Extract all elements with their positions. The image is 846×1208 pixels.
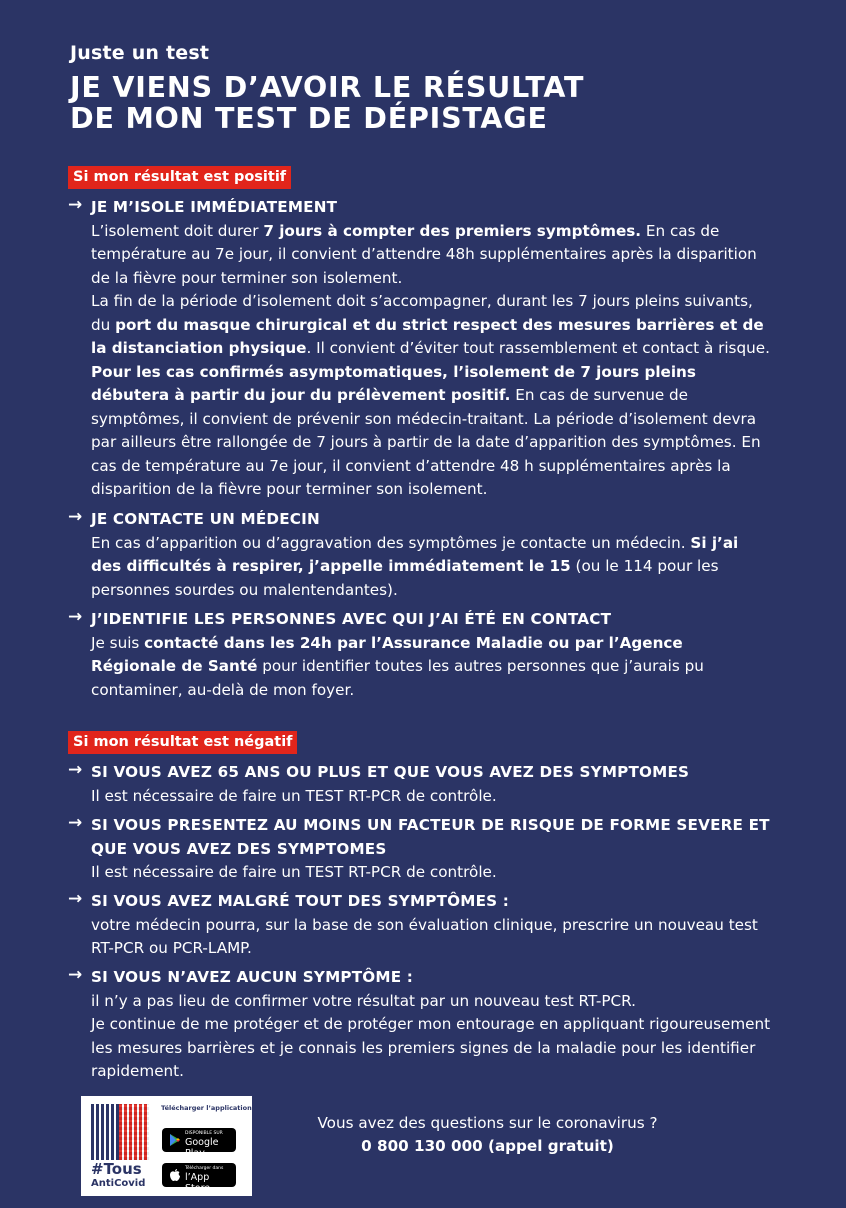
body-text: . Il convient d’éviter tout rassemblement et contact à risque. xyxy=(306,339,770,357)
body-text: En cas d’apparition ou d’aggravation des symptômes je contacte un médecin. xyxy=(91,533,691,552)
arrow-right-icon: → xyxy=(68,607,83,627)
item-body xyxy=(91,785,772,809)
negative-badge: Si mon résultat est négatif xyxy=(68,731,297,754)
footer-question: Vous avez des questions sur le coronavirus ? xyxy=(317,1114,658,1132)
arrow-right-icon: → xyxy=(68,195,83,215)
item-heading: SI VOUS PRESENTEZ AU MOINS UN FACTEUR DE RISQUE DE FORME SEVERE ET QUE VOUS AVEZ DES SYMPTOMES xyxy=(91,816,770,858)
negative-item-no-symptoms xyxy=(68,966,772,1084)
positive-item-doctor xyxy=(68,508,772,602)
play-icon xyxy=(168,1133,182,1147)
item-heading: JE M’ISOLE IMMÉDIATEMENT xyxy=(91,198,338,216)
download-label: Télécharger l’application xyxy=(161,1104,252,1112)
item-body xyxy=(91,632,772,703)
body-text: (ou le 114 pour les personnes sourdes ou malentendantes). xyxy=(91,557,719,599)
app-store-badge[interactable] xyxy=(162,1163,236,1194)
emphasis-text: Si j’ai des difficultés à respirer, j’appelle immédiatement le 15 xyxy=(91,533,739,575)
item-heading: JE CONTACTE UN MÉDECIN xyxy=(91,510,320,528)
body-text: il n’y a pas lieu de confirmer votre résultat par un nouveau test RT-PCR. xyxy=(91,991,636,1010)
body-text: Je suis xyxy=(91,633,145,652)
body-text: Je continue de me protéger et de protéger mon entourage en appliquant rigoureusement les mesures barrières et je connais les premiers signes de la maladie pour les identifier rapidement. xyxy=(91,1015,771,1080)
app-promo-box xyxy=(81,1096,252,1196)
item-body xyxy=(91,990,772,1084)
negative-item-risk xyxy=(68,814,772,885)
body-text: pour identifier toutes les autres personnes que j’aurais pu contaminer, au-delà de mon foyer. xyxy=(91,657,704,699)
emphasis-text: contacté dans les 24h par l’Assurance Maladie ou par l’Agence Régionale de Santé xyxy=(91,633,683,675)
item-body xyxy=(91,220,772,502)
positive-item-contacts xyxy=(68,608,772,702)
phone-number[interactable]: 0 800 130 000 (appel gratuit) xyxy=(361,1137,614,1155)
google-play-badge[interactable] xyxy=(162,1128,236,1159)
arrow-right-icon: → xyxy=(68,760,83,780)
app-store-big: l’App Store xyxy=(185,1172,211,1194)
qr-pattern-left xyxy=(91,1104,119,1160)
positive-badge: Si mon résultat est positif xyxy=(68,166,291,189)
qr-pattern-right xyxy=(119,1104,149,1160)
apple-icon xyxy=(168,1168,182,1182)
arrow-right-icon: → xyxy=(68,889,83,909)
google-play-small: DISPONIBLE SUR xyxy=(185,1131,223,1136)
body-text: Il est nécessaire de faire un TEST RT-PCR de contrôle. xyxy=(91,863,497,881)
app-hashtag-name: AntiCovid xyxy=(91,1178,146,1189)
body-text: L’isolement doit durer xyxy=(91,221,264,240)
item-body xyxy=(91,532,772,603)
item-heading: J’IDENTIFIE LES PERSONNES AVEC QUI J’AI ÉTÉ EN CONTACT xyxy=(91,610,612,628)
arrow-right-icon: → xyxy=(68,507,83,527)
body-text: En cas de température au 7e jour, il convient d’attendre 48h supplémentaires après la disparition de la fièvre pour terminer son isolement. xyxy=(91,221,757,287)
negative-item-symptoms xyxy=(68,890,772,961)
emphasis-text: Pour les cas confirmés asymptomatiques, l’isolement de 7 jours pleins débutera à partir du jour du prélèvement positif. xyxy=(91,362,696,404)
qr-code-icon[interactable] xyxy=(91,1104,149,1160)
body-text: votre médecin pourra, sur la base de son évaluation clinique, prescrire un nouveau test RT-PCR ou PCR-LAMP. xyxy=(91,915,758,957)
arrow-right-icon: → xyxy=(68,965,83,985)
positive-item-isolate xyxy=(68,196,772,502)
item-heading: SI VOUS AVEZ MALGRÉ TOUT DES SYMPTÔMES : xyxy=(91,892,510,910)
body-text: Il est nécessaire de faire un TEST RT-PCR de contrôle. xyxy=(91,786,497,805)
emphasis-text: port du masque chirurgical et du strict respect des mesures barrières et de la distanciation physique xyxy=(91,315,764,357)
negative-item-65 xyxy=(68,761,772,808)
arrow-right-icon: → xyxy=(68,813,83,833)
kicker: Juste un test xyxy=(70,42,210,64)
title-line-1: JE VIENS D’AVOIR LE RÉSULTAT xyxy=(70,71,585,104)
item-heading: SI VOUS N’AVEZ AUCUN SYMPTÔME : xyxy=(91,968,414,986)
google-play-big: Google Play xyxy=(185,1137,219,1159)
title-line-2: DE MON TEST DE DÉPISTAGE xyxy=(70,102,548,135)
emphasis-text: 7 jours à compter des premiers symptômes. xyxy=(263,221,642,240)
page-title xyxy=(70,72,584,134)
body-text: La fin de la période d’isolement doit s’accompagner, durant les 7 jours pleins suivants, du xyxy=(91,292,753,334)
item-body xyxy=(91,914,772,961)
app-hashtag: #Tous xyxy=(91,1160,142,1178)
body-text: En cas de survenue de symptômes, il convient de prévenir son médecin-traitant. La période d’isolement devra par ailleurs être rallongée de 7 jours à partir de la date d’apparition des symptômes. En cas de température au 7e jour, il convient d’attendre 48 h supplémentaires après la disparition de la fièvre pour terminer son isolement. xyxy=(91,386,761,498)
item-body xyxy=(91,861,772,885)
app-store-small: Télécharger dans xyxy=(185,1166,224,1171)
item-heading: SI VOUS AVEZ 65 ANS OU PLUS ET QUE VOUS AVEZ DES SYMPTOMES xyxy=(91,763,690,781)
